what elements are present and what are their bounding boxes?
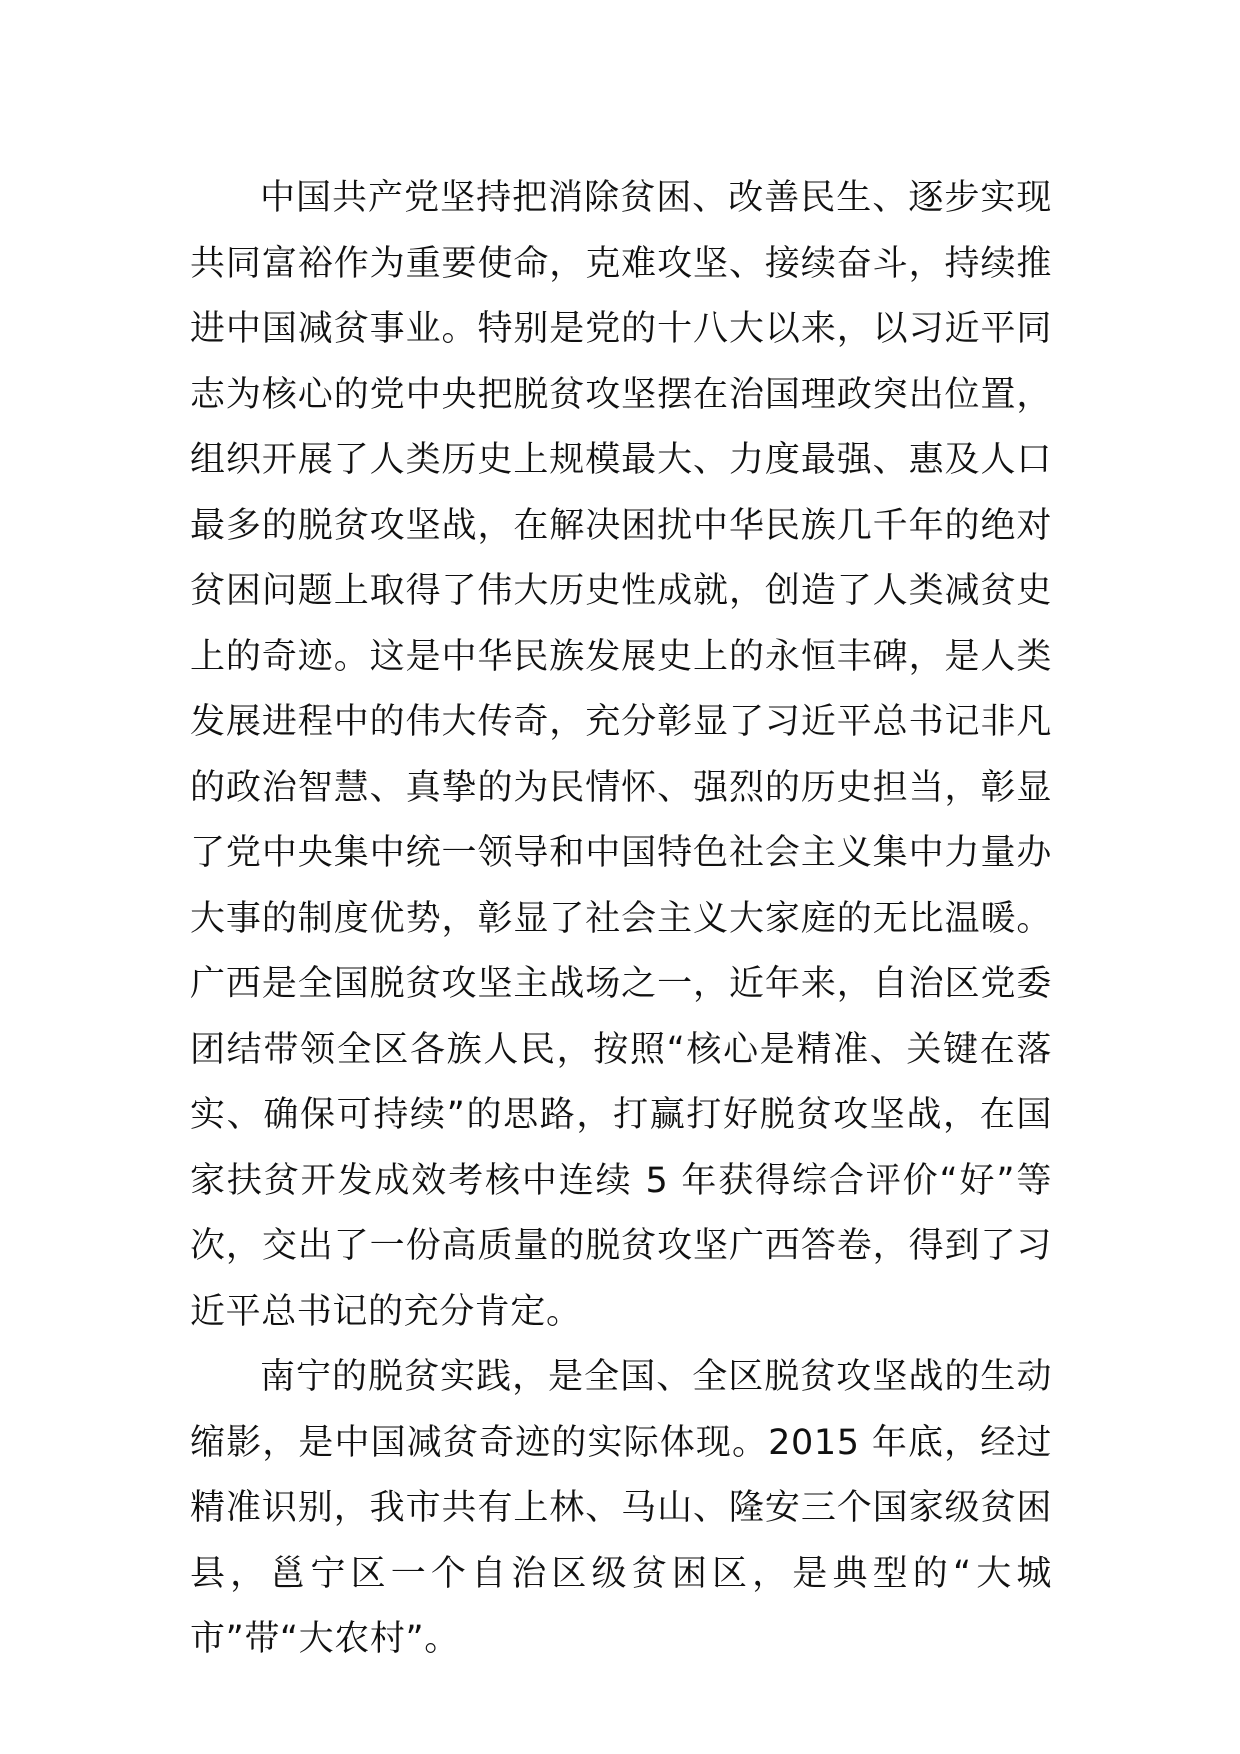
paragraph-1: 中国共产党坚持把消除贫困、改善民生、逐步实现共同富裕作为重要使命，克难攻坚、接续奋斗，持续推进中国减贫事业。特别是党的十八大以来，以习近平同志为核心的党中央把脱贫攻坚摆在治国理政突出位置，组织开展了人类历史上规模最大、力度最强、惠及人口最多的脱贫攻坚战，在解决困扰中华民族几千年的绝对贫困问题上取得了伟大历史性成就，创造了人类减贫史上的奇迹。这是中华民族发展史上的永恒丰碑，是人类发展进程中的伟大传奇，充分彰显了习近平总书记非凡的政治智慧、真挚的为民情怀、强烈的历史担当，彰显了党中央集中统一领导和中国特色社会主义集中力量办大事的制度优势，彰显了社会主义大家庭的无比温暖。广西是全国脱贫攻坚主战场之一，近年来，自治区党委团结带领全区各族人民，按照“核心是精准、关键在落实、确保可持续”的思路，打赢打好脱贫攻坚战，在国家扶贫开发成效考核中连续 5 年获得综合评价“好”等次，交出了一份高质量的脱贫攻坚广西答卷，得到了习近平总书记的充分肯定。 xyxy=(190,178,1052,1332)
paragraph-2: 南宁的脱贫实践，是全国、全区脱贫攻坚战的生动缩影，是中国减贫奇迹的实际体现。2015 年底，经过精准识别，我市共有上林、马山、隆安三个国家级贫困县，邕宁区一个自治区级贫困区，是典型的“大城市”带“大农村”。 xyxy=(190,1357,1052,1659)
document-page xyxy=(190,166,1052,1673)
